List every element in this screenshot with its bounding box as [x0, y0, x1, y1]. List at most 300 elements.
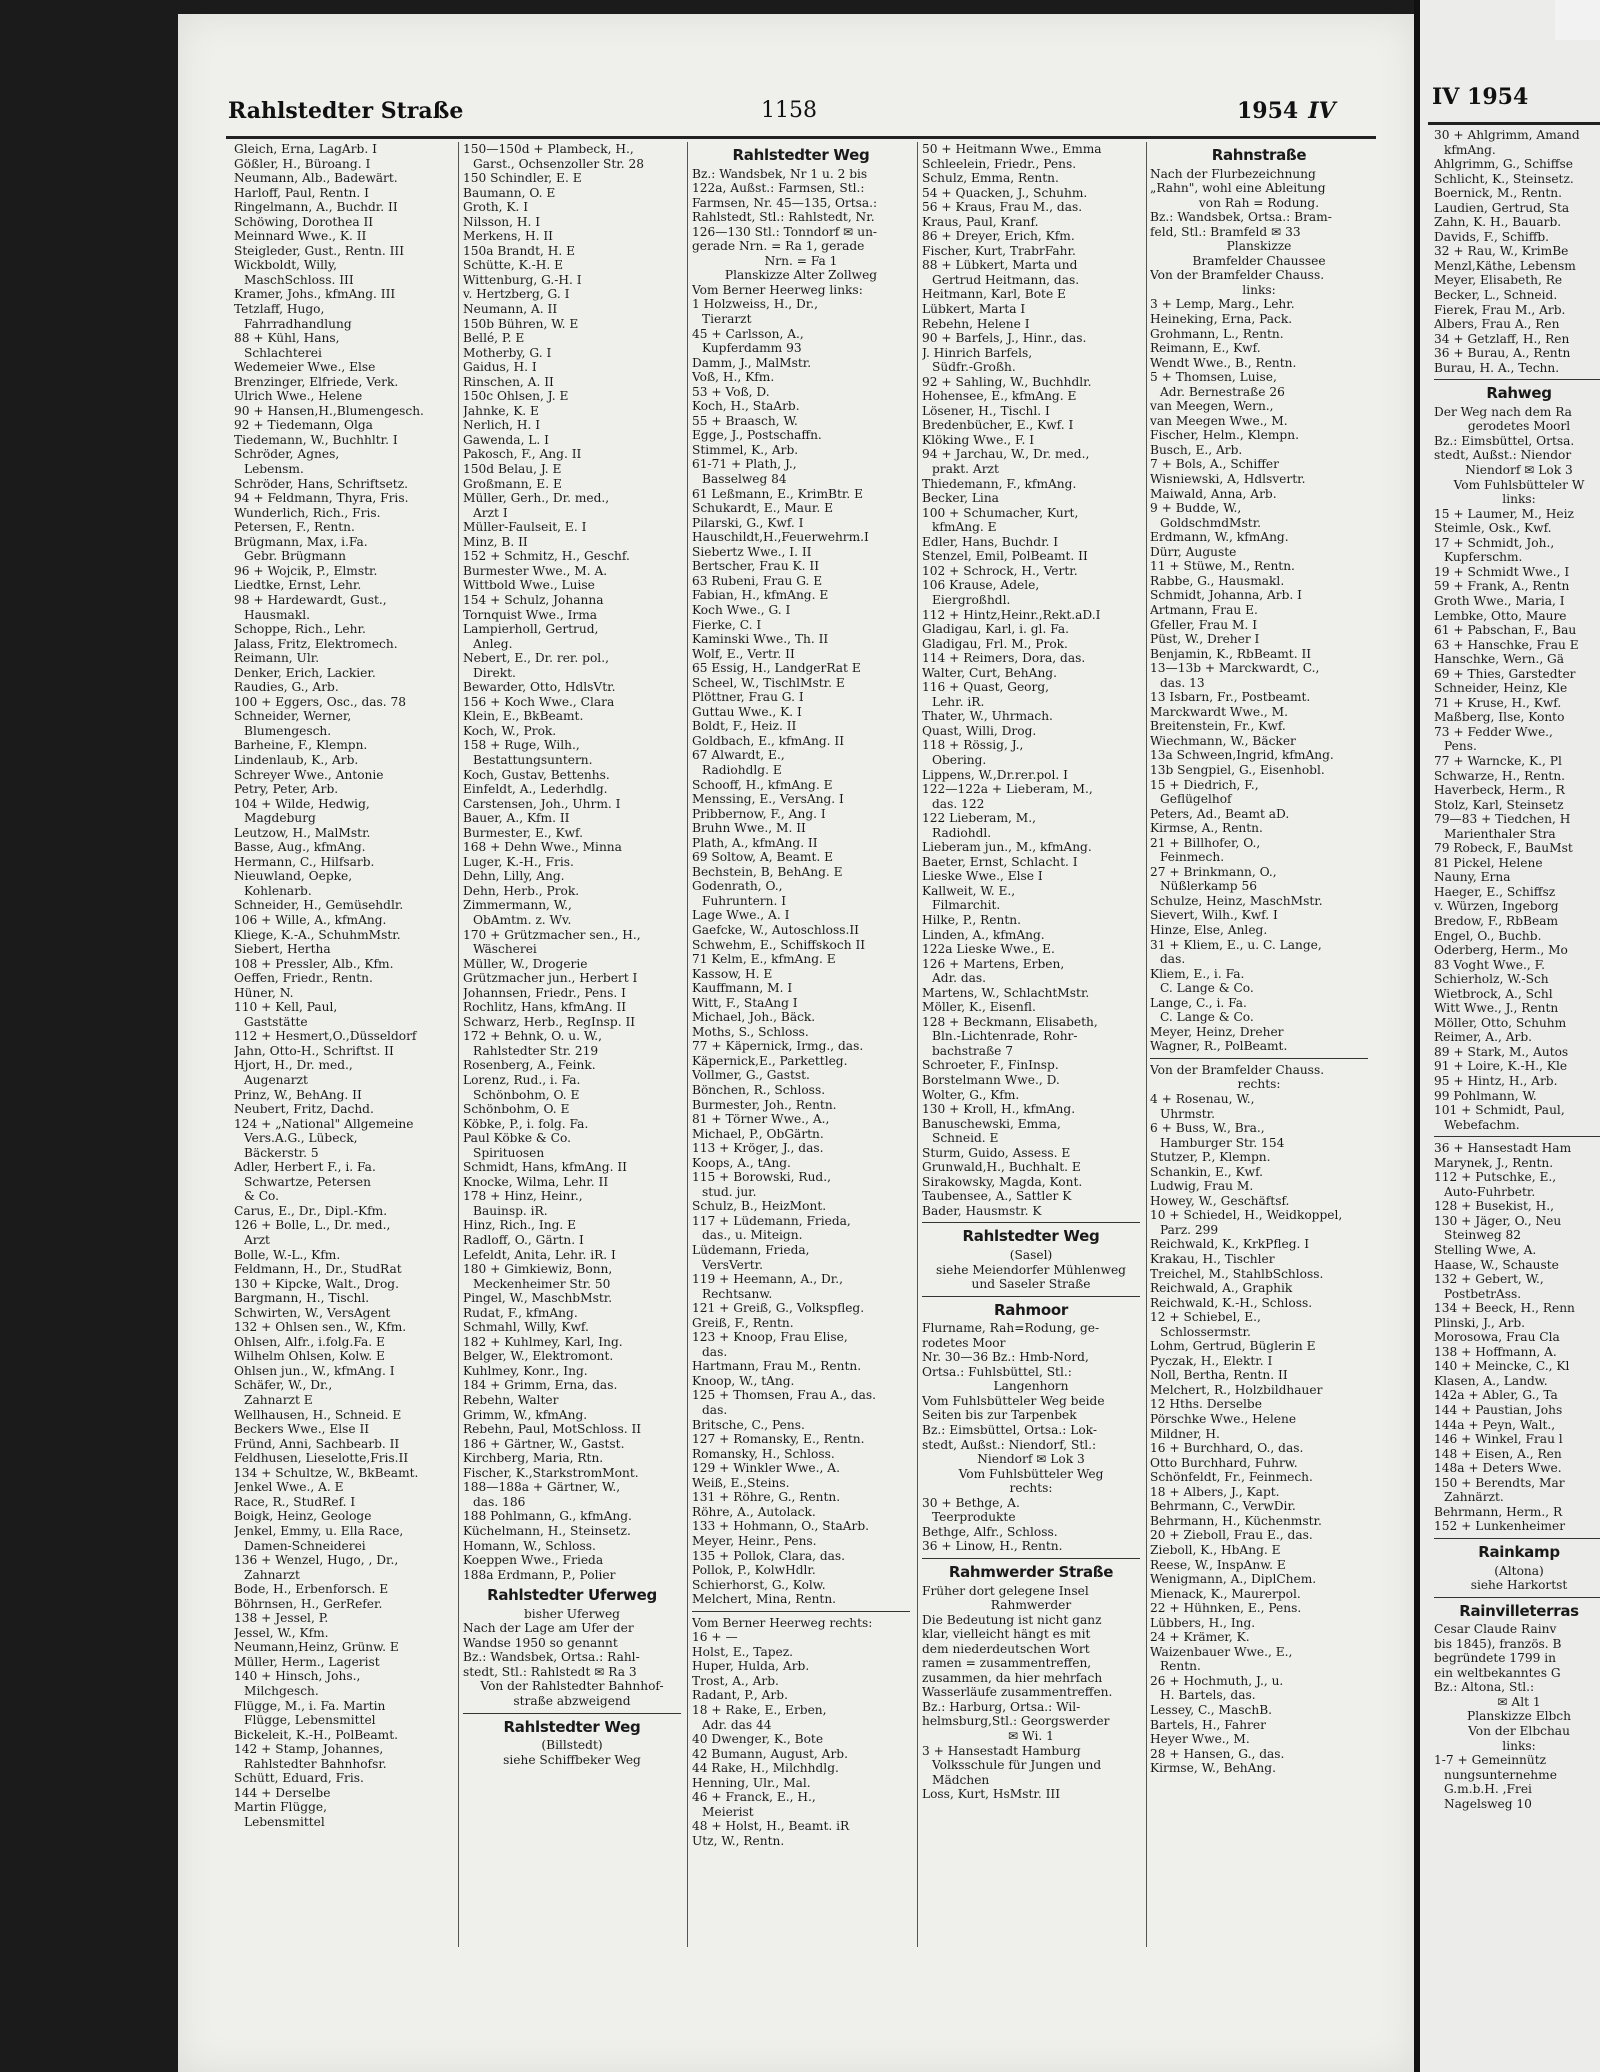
resident-entry: Möller, K., Eisenfl. — [922, 1000, 1036, 1015]
resident-entry: stud. jur. — [702, 1184, 757, 1199]
resident-entry: Vers.A.G., Lübeck, — [244, 1131, 358, 1146]
resident-entry: Schäfer, W., Dr., — [234, 1378, 333, 1393]
resident-entry: Baumann, O. E — [463, 185, 556, 200]
resident-entry: 132 + Ohlsen sen., W., Kfm. — [234, 1320, 407, 1335]
resident-entry: 102 + Schrock, H., Vertr. — [922, 563, 1078, 578]
resident-entry: 180 + Gimkiewiz, Bonn, — [463, 1262, 613, 1277]
resident-entry: 36 + Burau, A., Rentn — [1434, 346, 1571, 361]
resident-entry: Bader, Hausmstr. K — [922, 1203, 1042, 1218]
resident-entry: Banuschewski, Emma, — [922, 1116, 1061, 1131]
resident-entry: Bartels, H., Fahrer — [1150, 1717, 1266, 1732]
resident-entry: 122 Lieberam, M., — [922, 811, 1036, 826]
resident-entry: 81 Pickel, Helene — [1434, 855, 1543, 870]
resident-entry: Kliege, K.-A., SchuhmMstr. — [234, 927, 401, 942]
resident-entry: Bickeleit, K.-H., PolBeamt. — [234, 1727, 398, 1742]
resident-entry: Dürr, Auguste — [1150, 544, 1237, 559]
street-note: ✉ Wi. 1 — [1008, 1728, 1054, 1743]
resident-entry: Farmsen, Nr. 45—135, Ortsa.: — [692, 195, 878, 210]
resident-entry: Stenzel, Emil, PolBeamt. II — [922, 549, 1088, 564]
resident-entry: Thiedemann, F., kfmAng. — [922, 476, 1077, 491]
resident-entry: Der Weg nach dem Ra — [1434, 404, 1572, 419]
resident-entry: 140 + Hinsch, Johs., — [234, 1669, 361, 1684]
resident-entry: Cesar Claude Rainv — [1434, 1622, 1557, 1637]
resident-entry: 36 + Hansestadt Ham — [1434, 1141, 1572, 1156]
street-note: rechts: — [1009, 1481, 1053, 1496]
resident-entry: Hamburger Str. 154 — [1160, 1135, 1285, 1150]
street-note: Nrn. = Fa 1 — [764, 253, 838, 268]
resident-entry: Kirchberg, Maria, Rtn. — [463, 1451, 604, 1466]
resident-entry: 88 + Lübkert, Marta und — [922, 258, 1078, 273]
resident-entry: Adr. Bernestraße 26 — [1160, 384, 1285, 399]
section-separator — [692, 1611, 910, 1612]
resident-entry: stedt, Außst.: Niendor — [1434, 448, 1572, 463]
resident-entry: Müller-Faulseit, E. I — [463, 520, 587, 535]
column-divider — [687, 142, 688, 1947]
resident-entry: Kuhlmey, Konr., Ing. — [463, 1363, 588, 1378]
directory-column-4 — [922, 142, 1140, 1942]
resident-entry: Jessel, W., Kfm. — [234, 1625, 329, 1640]
resident-entry: Stolz, Karl, Steinsetz — [1434, 797, 1564, 812]
street-note: Planskizze Elbch — [1467, 1709, 1571, 1724]
resident-entry: Reese, W., InspAnw. E — [1150, 1557, 1286, 1572]
resident-entry: 118 + Rössig, J., — [922, 738, 1024, 753]
resident-entry: Reimann, Ulr. — [234, 651, 320, 666]
resident-entry: 130 + Jäger, O., Neu — [1434, 1213, 1562, 1228]
resident-entry: „Rahn", wohl eine Ableitung — [1150, 181, 1326, 196]
resident-entry: Reichwald, K., KrkPfleg. I — [1150, 1237, 1310, 1252]
resident-entry: Bargmann, H., Tischl. — [234, 1291, 370, 1306]
resident-entry: Sievert, Wilh., Kwf. I — [1150, 908, 1278, 923]
resident-entry: 144 + Derselbe — [234, 1785, 331, 1800]
resident-entry: Pörschke Wwe., Helene — [1150, 1412, 1297, 1427]
resident-entry: Schönbohm, O. E — [463, 1102, 570, 1117]
resident-entry: 108 + Pressler, Alb., Kfm. — [234, 956, 394, 971]
resident-entry: Hanschke, Wern., Gä — [1434, 652, 1565, 667]
resident-entry: zusammen, da hier mehrfach — [922, 1670, 1103, 1685]
resident-entry: 32 + Rau, W., KrimBe — [1434, 244, 1569, 259]
street-heading: Rahlstedter Weg — [962, 1227, 1100, 1246]
resident-entry: Burmester Wwe., M. A. — [463, 563, 608, 578]
resident-entry: begründete 1799 in — [1434, 1651, 1556, 1666]
resident-entry: Boigk, Heinz, Geologe — [234, 1509, 372, 1524]
resident-entry: 123 + Knoop, Frau Elise, — [692, 1330, 848, 1345]
resident-entry: Henning, Ulr., Mal. — [692, 1775, 811, 1790]
resident-entry: Basselweg 84 — [702, 472, 787, 487]
resident-entry: Britsche, C., Pens. — [692, 1417, 805, 1432]
resident-entry: Knoop, W., tAng. — [692, 1373, 795, 1388]
resident-entry: Hjort, H., Dr. med., — [234, 1058, 353, 1073]
resident-entry: Klöking Wwe., F. I — [922, 432, 1035, 447]
resident-entry: Ohlsen jun., W., kfmAng. I — [234, 1363, 395, 1378]
resident-entry: Reimer, A., Arb. — [1434, 1030, 1533, 1045]
resident-entry: Parz. 299 — [1160, 1222, 1219, 1237]
resident-entry: Schulz, Emma, Rentn. — [922, 171, 1059, 186]
resident-entry: Schütt, Eduard, Fris. — [234, 1771, 364, 1786]
resident-entry: & Co. — [244, 1189, 280, 1204]
resident-entry: Lehr. iR. — [932, 694, 985, 709]
resident-entry: 36 + Linow, H., Rentn. — [922, 1539, 1063, 1554]
resident-entry: Menzl,Käthe, Lebensm — [1434, 258, 1576, 273]
resident-entry: 30 + Ahlgrimm, Amand — [1434, 128, 1580, 142]
street-note: links: — [1502, 492, 1536, 507]
resident-entry: 18 + Albers, J., Kapt. — [1150, 1484, 1280, 1499]
resident-entry: Zahnärzt. — [1444, 1490, 1504, 1505]
resident-entry: Oeffen, Friedr., Rentn. — [234, 971, 373, 986]
resident-entry: G.m.b.H. ,Frei — [1444, 1782, 1532, 1797]
resident-entry: Siebertz Wwe., I. II — [692, 544, 812, 559]
resident-entry: Lübkert, Marta I — [922, 302, 1026, 317]
resident-entry: Damm, J., MalMstr. — [692, 355, 812, 370]
resident-entry: Wedemeier Wwe., Else — [234, 360, 376, 375]
resident-entry: 42 Bumann, August, Arb. — [692, 1746, 848, 1761]
resident-entry: Bln.-Lichtenrade, Rohr- — [932, 1029, 1078, 1044]
resident-entry: 91 + Loire, K.-H., Kle — [1434, 1059, 1568, 1074]
column-divider — [1146, 142, 1147, 1947]
resident-entry: Stutzer, P., Klempn. — [1150, 1150, 1271, 1165]
resident-entry: 94 + Feldmann, Thyra, Fris. — [234, 491, 409, 506]
resident-entry: stedt, Stl.: Rahlstedt ✉ Ra 3 — [463, 1664, 637, 1679]
resident-entry: Koch, W., Prok. — [463, 723, 557, 738]
resident-entry: Radiohdl. — [932, 825, 992, 840]
resident-entry: Fischer, Helm., Klempn. — [1150, 428, 1299, 443]
resident-entry: Lefeldt, Anita, Lehr. iR. I — [463, 1247, 616, 1262]
resident-entry: Tornquist Wwe., Irma — [463, 607, 598, 622]
resident-entry: Burmester, E., Kwf. — [463, 825, 584, 840]
resident-entry: Steimle, Osk., Kwf. — [1434, 521, 1552, 536]
resident-entry: 116 + Quast, Georg, — [922, 680, 1050, 695]
next-page-column — [1434, 128, 1600, 1928]
street-note: ✉ Alt 1 — [1497, 1694, 1541, 1709]
resident-entry: 127 + Romansky, E., Rentn. — [692, 1432, 865, 1447]
resident-entry: 3 + Hansestadt Hamburg — [922, 1743, 1081, 1758]
resident-entry: Schukardt, E., Maur. E — [692, 501, 834, 516]
resident-entry: 13b Sengpiel, G., Eisenhobl. — [1150, 762, 1325, 777]
resident-entry: Neumann, Alb., Badewärt. — [234, 171, 398, 186]
resident-entry: Hermann, C., Hilfsarb. — [234, 854, 375, 869]
next-page-header: IV 1954 — [1432, 84, 1529, 110]
resident-entry: Wickboldt, Willy, — [234, 258, 338, 273]
resident-entry: Michael, P., ObGärtn. — [692, 1126, 824, 1141]
resident-entry: Gößler, H., Büroang. I — [234, 156, 371, 171]
resident-entry: Marynek, J., Rentn. — [1434, 1155, 1554, 1170]
resident-entry: Basse, Aug., kfmAng. — [234, 840, 366, 855]
resident-entry: v. Würzen, Ingeborg — [1434, 899, 1559, 914]
resident-entry: Bredenbücher, E., Kwf. I — [922, 418, 1074, 433]
resident-entry: Schöwing, Dorothea II — [234, 214, 374, 229]
resident-entry: Kohlenarb. — [244, 883, 312, 898]
resident-entry: 100 + Schumacher, Kurt, — [922, 505, 1079, 520]
resident-entry: 188a Erdmann, P., Polier — [463, 1567, 616, 1582]
resident-entry: Trost, A., Arb. — [692, 1673, 779, 1688]
resident-entry: 158 + Ruge, Wilh., — [463, 738, 580, 753]
resident-entry: 79—83 + Tiedchen, H — [1434, 812, 1571, 827]
section-separator — [1150, 1058, 1368, 1059]
resident-entry: Küchelmann, H., Steinsetz. — [463, 1523, 631, 1538]
resident-entry: 5 + Thomsen, Luise, — [1150, 370, 1277, 385]
resident-entry: Petry, Peter, Arb. — [234, 782, 339, 797]
street-note: links: — [1242, 282, 1276, 297]
resident-entry: Blumengesch. — [244, 723, 332, 738]
resident-entry: Feldhusen, Lieselotte,Fris.II — [234, 1451, 409, 1466]
resident-entry: 86 + Dreyer, Erich, Kfm. — [922, 229, 1075, 244]
resident-entry: Bredow, F., RbBeam — [1434, 913, 1559, 928]
resident-entry: Nebert, E., Dr. rer. pol., — [463, 651, 609, 666]
resident-entry: Plinski, J., Arb. — [1434, 1315, 1525, 1330]
resident-entry: Wellhausen, H., Schneid. E — [234, 1407, 402, 1422]
resident-entry: Schmahl, Willy, Kwf. — [463, 1320, 589, 1335]
resident-entry: 172 + Behnk, O. u. W., — [463, 1029, 602, 1044]
resident-entry: Race, R., StudRef. I — [234, 1494, 356, 1509]
resident-entry: Vom Berner Heerweg links: — [692, 282, 863, 297]
resident-entry: Spirituosen — [473, 1145, 545, 1160]
resident-entry: 81 + Törner Wwe., A., — [692, 1112, 830, 1127]
resident-entry: prakt. Arzt — [932, 462, 999, 477]
resident-entry: Arzt — [244, 1233, 270, 1248]
resident-entry: Neumann,Heinz, Grünw. E — [234, 1640, 399, 1655]
resident-entry: das. — [1160, 952, 1186, 967]
resident-entry: Die Bedeutung ist nicht ganz — [922, 1612, 1102, 1627]
resident-entry: Wenigmann, A., DiplChem. — [1150, 1572, 1317, 1587]
resident-entry: Gaststätte — [244, 1014, 308, 1029]
resident-entry: 144 + Paustian, Johs — [1434, 1403, 1563, 1418]
resident-entry: Tiedemann, W., Buchhltr. I — [234, 432, 398, 447]
resident-entry: Püst, W., Dreher I — [1150, 632, 1260, 647]
resident-entry: Albers, Frau A., Ren — [1434, 317, 1560, 332]
resident-entry: MaschSchloss. III — [244, 272, 354, 287]
resident-entry: Schierholz, W.-Sch — [1434, 972, 1549, 987]
resident-entry: Hinz, Rich., Ing. E — [463, 1218, 577, 1233]
resident-entry: Wilhelm Ohlsen, Kolw. E — [234, 1349, 385, 1364]
resident-entry: 126—130 Stl.: Tonndorf ✉ un- — [692, 224, 878, 239]
resident-entry: 16 + Burchhard, O., das. — [1150, 1441, 1304, 1456]
resident-entry: Romansky, H., Schloss. — [692, 1446, 835, 1461]
resident-entry: 13a Schween,Ingrid, kfmAng. — [1150, 748, 1334, 763]
resident-entry: 134 + Schultze, W., BkBeamt. — [234, 1465, 419, 1480]
resident-entry: 168 + Dehn Wwe., Minna — [463, 840, 622, 855]
street-note: rechts: — [1237, 1077, 1281, 1092]
resident-entry: Schönbohm, O. E — [473, 1087, 580, 1102]
resident-entry: 98 + Hardewardt, Gust., — [234, 592, 387, 607]
resident-entry: Fahrradhandlung — [244, 316, 352, 331]
resident-entry: Otto Burchhard, Fuhrw. — [1150, 1455, 1298, 1470]
resident-entry: Jenkel, Emmy, u. Ella Race, — [234, 1523, 404, 1538]
resident-entry: 9 + Budde, W., — [1150, 501, 1242, 516]
resident-entry: Merkens, H. II — [463, 229, 553, 244]
resident-entry: Hohensee, E., kfmAng. E — [922, 389, 1077, 404]
resident-entry: Lohm, Gertrud, Büglerin E — [1150, 1339, 1316, 1354]
resident-entry: 114 + Reimers, Dora, das. — [922, 651, 1086, 666]
resident-entry: 73 + Fedder Wwe., — [1434, 724, 1553, 739]
resident-entry: Koch, Gustav, Bettenhs. — [463, 767, 610, 782]
resident-entry: Adr. das 44 — [702, 1717, 772, 1732]
street-note: Bramfelder Chaussee — [1192, 253, 1326, 268]
resident-entry: Meckenheimer Str. 50 — [473, 1276, 611, 1291]
resident-entry: Lieberam jun., M., kfmAng. — [922, 840, 1092, 855]
resident-entry: Rentn. — [1160, 1659, 1201, 1674]
resident-entry: Gladigau, Frl. M., Prok. — [922, 636, 1068, 651]
resident-entry: Pens. — [1444, 739, 1477, 754]
resident-entry: Hüner, N. — [234, 985, 294, 1000]
resident-entry: 71 Kelm, E., kfmAng. E — [692, 952, 836, 967]
resident-entry: Von der Bramfelder Chauss. — [1150, 1062, 1325, 1077]
resident-entry: Hinze, Else, Anleg. — [1150, 922, 1268, 937]
resident-entry: 88 + Kühl, Hans, — [234, 331, 340, 346]
resident-entry: Motherby, G. I — [463, 345, 552, 360]
resident-entry: Röhre, A., Autolack. — [692, 1504, 816, 1519]
resident-entry: Homann, W., Schloss. — [463, 1538, 596, 1553]
resident-entry: 44 Rake, H., Milchhdlg. — [692, 1761, 839, 1776]
resident-entry: Huper, Hulda, Arb. — [692, 1659, 810, 1674]
resident-entry: Kallweit, W. E., — [922, 883, 1016, 898]
resident-entry: Noll, Bertha, Rentn. II — [1150, 1368, 1288, 1383]
resident-entry: 129 + Winkler Wwe., A. — [692, 1461, 840, 1476]
resident-entry: C. Lange & Co. — [1160, 981, 1254, 996]
resident-entry: kfmAng. E — [932, 520, 997, 535]
street-heading: Rahlstedter Uferweg — [487, 1586, 657, 1605]
resident-entry: van Meegen, Wern., — [1150, 399, 1274, 414]
street-note: Vom Fuhlsbütteler W — [1453, 477, 1585, 492]
next-page-rule — [1428, 122, 1600, 125]
resident-entry: Scheel, W., TischlMstr. E — [692, 675, 845, 690]
resident-entry: 48 + Holst, H., Beamt. iR — [692, 1819, 850, 1834]
resident-entry: Burau, H. A., Techn. — [1434, 360, 1560, 375]
resident-entry: van Meegen Wwe., M. — [1150, 413, 1288, 428]
resident-entry: Bäckerstr. 5 — [244, 1145, 319, 1160]
resident-entry: Walter, Curt, BehAng. — [922, 665, 1057, 680]
resident-entry: 182 + Kuhlmey, Karl, Ing. — [463, 1334, 623, 1349]
street-note: und Saseler Straße — [971, 1277, 1091, 1292]
resident-entry: Käpernick,E., Parkettleg. — [692, 1053, 848, 1068]
resident-entry: Bauinsp. iR. — [473, 1203, 548, 1218]
street-heading: Rahnstraße — [1211, 146, 1307, 164]
next-page-edge — [1420, 0, 1600, 2072]
resident-entry: Jenkel Wwe., A. E — [234, 1480, 344, 1495]
resident-entry: Harloff, Paul, Rentn. I — [234, 185, 369, 200]
resident-entry: Michael, Joh., Bäck. — [692, 1010, 816, 1025]
resident-entry: Rinschen, A. II — [463, 374, 554, 389]
resident-entry: Zahnarzt E — [244, 1393, 313, 1408]
street-note: straße abzweigend — [513, 1693, 631, 1708]
resident-entry: Fierke, C. I — [692, 617, 762, 632]
resident-entry: Flurname, Rah=Rodung, ge- — [922, 1321, 1100, 1336]
resident-entry: 135 + Pollok, Clara, das. — [692, 1548, 846, 1563]
resident-entry: Bz.: Harburg, Ortsa.: Wil- — [922, 1699, 1081, 1714]
resident-entry: Behrmann, C., VerwDir. — [1150, 1499, 1296, 1514]
resident-entry: Bz.: Altona, Stl.: — [1434, 1680, 1535, 1695]
page-number: 1158 — [761, 98, 817, 123]
resident-entry: Bz.: Eimsbüttel, Ortsa.: Lok- — [922, 1423, 1097, 1438]
resident-entry: 117 + Lüdemann, Frieda, — [692, 1213, 851, 1228]
resident-entry: 79 Robeck, F., BauMst — [1434, 841, 1573, 856]
resident-entry: Auto-Fuhrbetr. — [1444, 1184, 1536, 1199]
resident-entry: Adler, Herbert F., i. Fa. — [234, 1160, 376, 1175]
resident-entry: Menssing, E., VersAng. I — [692, 792, 844, 807]
resident-entry: Schankin, E., Kwf. — [1150, 1164, 1264, 1179]
resident-entry: Wunderlich, Rich., Fris. — [234, 505, 381, 520]
resident-entry: Kauffmann, M. I — [692, 981, 793, 996]
resident-entry: Schneider, H., Gemüsehdlr. — [234, 898, 404, 913]
resident-entry: Steigleder, Gust., Rentn. III — [234, 243, 405, 258]
resident-entry: Augenarzt — [244, 1073, 308, 1087]
resident-entry: Dehn, Herb., Prok. — [463, 883, 580, 898]
section-separator — [922, 1296, 1140, 1297]
resident-entry: Schütte, K.-H. E — [463, 258, 563, 273]
resident-entry: Beckers Wwe., Else II — [234, 1422, 370, 1437]
resident-entry: Lüdemann, Frieda, — [692, 1243, 810, 1258]
resident-entry: GoldschmdMstr. — [1160, 515, 1262, 530]
resident-entry: Bertscher, Frau K. II — [692, 559, 820, 574]
resident-entry: Rosenberg, A., Feink. — [463, 1058, 596, 1073]
resident-entry: Linden, A., kfmAng. — [922, 927, 1045, 942]
resident-entry: Breitenstein, Fr., Kwf. — [1150, 719, 1286, 734]
resident-entry: Howey, W., Geschäftsf. — [1150, 1193, 1290, 1208]
resident-entry: Grohmann, L., Rentn. — [1150, 326, 1284, 341]
resident-entry: Zimmermann, W., — [463, 898, 572, 913]
resident-entry: 18 + Rake, E., Erben, — [692, 1702, 827, 1717]
street-heading: Rahweg — [1486, 384, 1552, 403]
page-corner — [1555, 0, 1600, 40]
resident-entry: Schwarz, Herb., RegInsp. II — [463, 1014, 636, 1029]
resident-entry: Belger, W., Elektromont. — [463, 1349, 614, 1364]
resident-entry: das. 13 — [1160, 675, 1205, 690]
resident-entry: Stelling Wwe, A. — [1434, 1243, 1537, 1258]
resident-entry: 134 + Beeck, H., Renn — [1434, 1301, 1575, 1316]
street-note: links: — [1502, 1738, 1536, 1753]
resident-entry: Goldbach, E., kfmAng. II — [692, 733, 845, 748]
resident-entry: Godenrath, O., — [692, 879, 783, 894]
resident-entry: Taubensee, A., Sattler K — [922, 1189, 1072, 1204]
resident-entry: Radiohdlg. E — [702, 762, 782, 777]
resident-entry: Lembke, Otto, Maure — [1434, 608, 1567, 623]
resident-entry: 188—188a + Gärtner, W., — [463, 1480, 621, 1495]
resident-entry: Jalass, Fritz, Elektromech. — [234, 636, 398, 651]
resident-entry: Gertrud Heitmann, das. — [932, 272, 1080, 287]
resident-entry: 83 Voght Wwe., F. — [1434, 957, 1546, 972]
resident-entry: Steinweg 82 — [1444, 1228, 1522, 1243]
resident-entry: Hartmann, Frau M., Rentn. — [692, 1359, 862, 1374]
resident-entry: Haase, W., Schauste — [1434, 1257, 1559, 1272]
street-note: bisher Uferweg — [524, 1606, 620, 1621]
resident-entry: Schröder, Agnes, — [234, 447, 340, 462]
resident-entry: 59 + Frank, A., Rentn — [1434, 579, 1570, 594]
resident-entry: 170 + Grützmacher sen., H., — [463, 927, 641, 942]
resident-entry: 67 Alwardt, E., — [692, 748, 785, 763]
resident-entry: 119 + Heemann, A., Dr., — [692, 1272, 843, 1287]
resident-entry: 69 + Thies, Garstedter — [1434, 666, 1576, 681]
street-note: (Sasel) — [1009, 1248, 1053, 1263]
resident-entry: 138 + Hoffmann, A. — [1434, 1344, 1557, 1359]
resident-entry: Tierarzt — [702, 312, 752, 327]
directory-column-5 — [1150, 142, 1368, 1942]
resident-entry: Koops, A., tAng. — [692, 1155, 791, 1170]
directory-column-1 — [234, 142, 452, 1942]
street-note: siehe Meiendorfer Mühlenweg — [936, 1262, 1126, 1277]
resident-entry: Bruhn Wwe., M. II — [692, 821, 806, 836]
section-separator — [922, 1558, 1140, 1559]
resident-entry: Gfeller, Frau M. I — [1150, 617, 1258, 632]
section-separator — [1434, 379, 1600, 380]
resident-entry: 133 + Hohmann, O., StaArb. — [692, 1519, 870, 1534]
directory-column-3 — [692, 142, 910, 1942]
resident-entry: Jahnke, K. E — [463, 403, 539, 418]
resident-entry: Böhrnsen, H., GerRefer. — [234, 1596, 383, 1611]
resident-entry: Schleelein, Friedr., Pens. — [922, 156, 1077, 171]
resident-entry: nungsunternehme — [1444, 1767, 1557, 1782]
resident-entry: Arzt I — [473, 505, 508, 520]
resident-entry: Schneid. E — [932, 1131, 999, 1146]
resident-entry: rodetes Moor — [922, 1335, 1006, 1350]
section-separator — [463, 1713, 681, 1714]
